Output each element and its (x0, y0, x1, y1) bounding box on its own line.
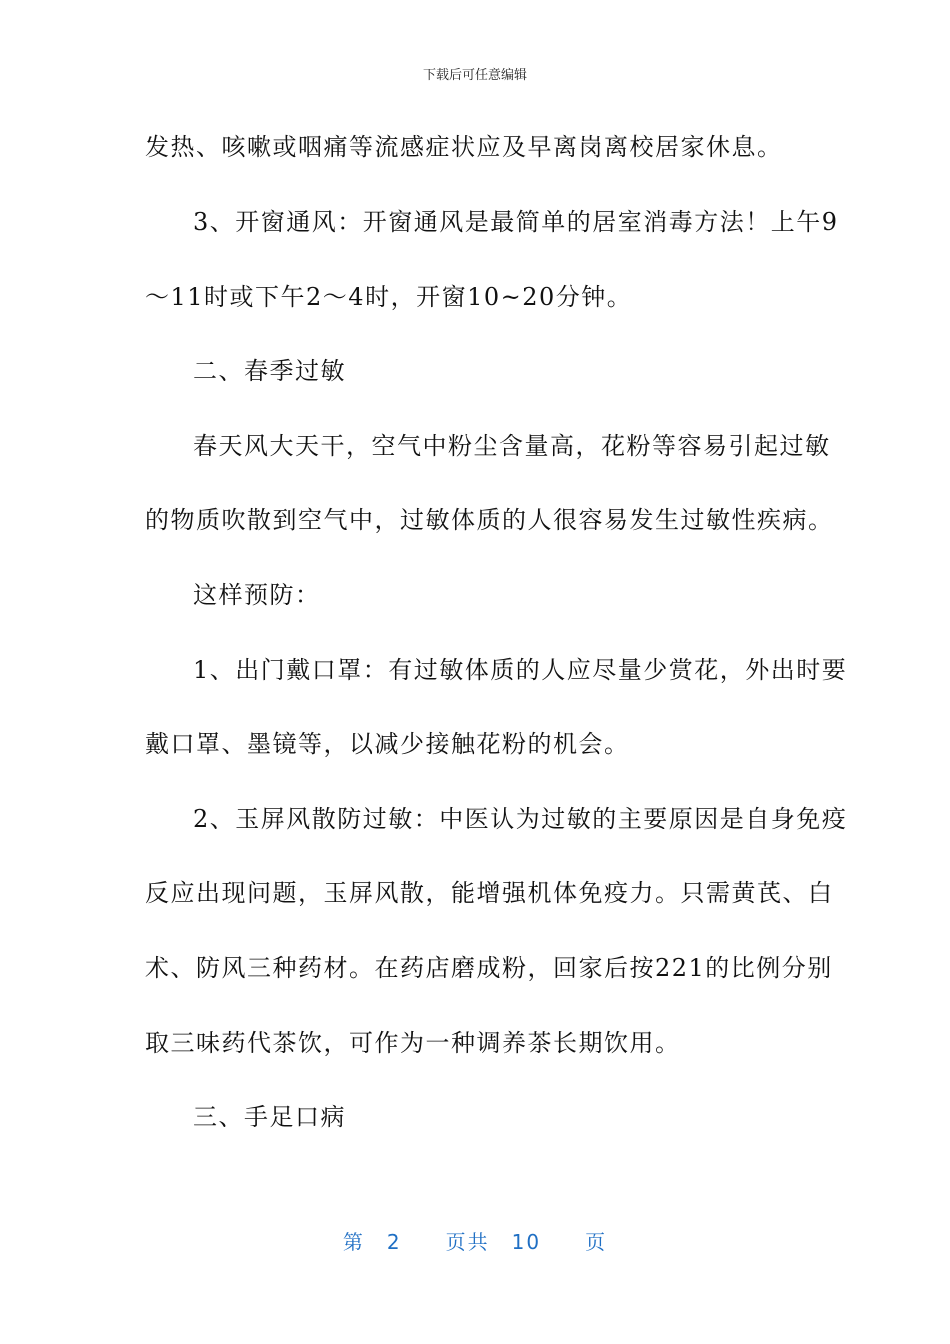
section-heading-hfmd: 三、手足口病 (193, 1103, 346, 1131)
footer-suffix: 页 (585, 1230, 608, 1254)
page-header-note: 下载后可任意编辑 (422, 68, 527, 83)
text-line-1: 发热、咳嗽或咽痛等流感症状应及早离岗离校居家休息。 (145, 133, 783, 161)
footer-current-page: 2 (386, 1230, 402, 1254)
text-line-8: 1、出门戴口罩：有过敏体质的人应尽量少赏花，外出时要 (193, 656, 848, 684)
text-line-13: 取三味药代茶饮，可作为一种调养茶长期饮用。 (145, 1029, 681, 1057)
text-line-2: 3、开窗通风：开窗通风是最简单的居室消毒方法！上午9 (193, 208, 839, 236)
section-heading-spring-allergy: 二、春季过敏 (193, 357, 346, 385)
text-line-12: 术、防风三种药材。在药店磨成粉，回家后按221的比例分别 (145, 954, 833, 982)
text-line-7: 这样预防： (193, 581, 321, 609)
text-line-10: 2、玉屏风散防过敏：中医认为过敏的主要原因是自身免疫 (193, 805, 848, 833)
footer-middle: 页共 (445, 1230, 490, 1254)
text-line-5: 春天风大天干，空气中粉尘含量高，花粉等容易引起过敏 (193, 432, 831, 460)
text-line-11: 反应出现问题，玉屏风散，能增强机体免疫力。只需黄芪、白 (145, 879, 834, 907)
footer-total-pages: 10 (511, 1230, 542, 1254)
text-line-3: ～11时或下午2～4时，开窗10~20分钟。 (145, 283, 633, 311)
page-footer (0, 1226, 950, 1255)
footer-prefix: 第 (342, 1230, 365, 1254)
text-line-6: 的物质吹散到空气中，过敏体质的人很容易发生过敏性疾病。 (145, 506, 834, 534)
text-line-9: 戴口罩、墨镜等，以减少接触花粉的机会。 (145, 730, 630, 758)
